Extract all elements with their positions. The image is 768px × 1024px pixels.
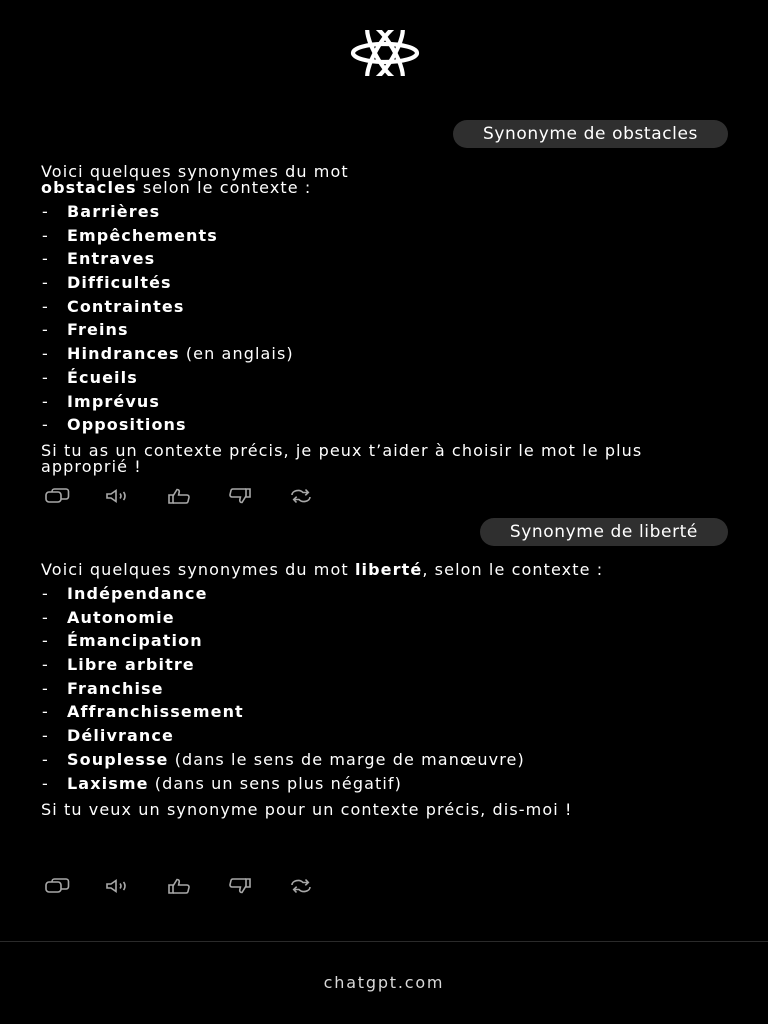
list-item: - Franchise [41, 681, 731, 697]
copy-icon [43, 488, 71, 504]
list-item: - Difficultés [41, 275, 731, 291]
list-item: - Souplesse (dans le sens de marge de manœuvre) [41, 752, 731, 768]
assistant-message [41, 562, 731, 818]
intro-text: Voici quelques synonymes du mot [41, 560, 349, 579]
list-item: - Autonomie [41, 610, 731, 626]
list-item: - Écueils [41, 370, 731, 386]
assistant-outro: Si tu veux un synonyme pour un contexte précis, dis-moi ! [41, 799, 573, 819]
thumbs-down-button[interactable] [225, 877, 255, 895]
list-item: - Contraintes [41, 299, 731, 315]
synonym-list [41, 586, 731, 792]
read-aloud-button[interactable] [103, 487, 133, 505]
user-message-text: Synonyme de liberté [509, 522, 698, 542]
list-item: - Délivrance [41, 728, 731, 744]
intro-text-end: selon le contexte : [142, 178, 312, 197]
thumbs-up-icon [165, 488, 193, 504]
message-actions [42, 877, 347, 895]
thumbs-down-button[interactable] [225, 487, 255, 505]
user-message-text: Synonyme de obstacles [482, 124, 698, 144]
openai-logo-icon [329, 30, 441, 76]
list-item: - Libre arbitre [41, 657, 731, 673]
thumbs-down-icon [226, 488, 254, 504]
read-aloud-icon [104, 488, 132, 504]
assistant-intro [41, 164, 731, 196]
thumbs-down-icon [226, 878, 254, 894]
read-aloud-button[interactable] [103, 877, 133, 895]
thumbs-up-button[interactable] [164, 877, 194, 895]
assistant-outro: Si tu as un contexte précis, je peux t’aider à choisir le mot le plus approprié ! [41, 441, 643, 477]
user-message-bubble [480, 518, 728, 546]
regenerate-button[interactable] [286, 877, 316, 895]
copy-button[interactable] [42, 877, 72, 895]
list-item: - Imprévus [41, 394, 731, 410]
list-item: - Freins [41, 322, 731, 338]
intro-keyword: liberté [354, 560, 423, 579]
synonym-list [41, 204, 731, 433]
regenerate-button[interactable] [286, 487, 316, 505]
intro-text-end: , selon le contexte : [422, 560, 604, 579]
list-item: - Laxisme (dans un sens plus négatif) [41, 776, 731, 792]
message-actions [42, 487, 347, 505]
thumbs-up-button[interactable] [164, 487, 194, 505]
list-item: - Émancipation [41, 633, 731, 649]
regenerate-icon [287, 488, 315, 504]
footer-divider [0, 941, 768, 942]
copy-icon [43, 878, 71, 894]
regenerate-icon [287, 878, 315, 894]
list-item: - Entraves [41, 251, 731, 267]
list-item: - Indépendance [41, 586, 731, 602]
thumbs-up-icon [165, 878, 193, 894]
list-item: - Barrières [41, 204, 731, 220]
read-aloud-icon [104, 878, 132, 894]
list-item: - Oppositions [41, 417, 731, 433]
assistant-message [41, 164, 731, 475]
intro-text: Voici quelques synonymes du mot [41, 162, 349, 181]
copy-button[interactable] [42, 487, 72, 505]
site-url: chatgpt.com [323, 973, 445, 992]
list-item: - Empêchements [41, 228, 731, 244]
intro-keyword: obstacles [41, 178, 137, 197]
list-item: - Affranchissement [41, 704, 731, 720]
user-message-bubble [453, 120, 728, 148]
assistant-intro [41, 562, 731, 578]
list-item: - Hindrances (en anglais) [41, 346, 731, 362]
